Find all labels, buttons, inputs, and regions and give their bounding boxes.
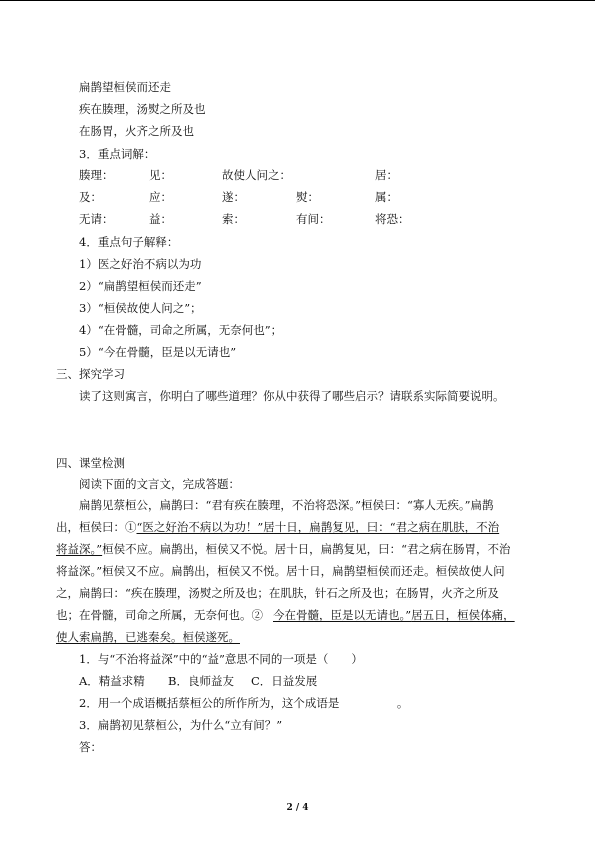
underlined-sentence-1-end: 将益深。” — [56, 542, 103, 556]
keyword-cell: 见： — [149, 168, 172, 182]
sentence-item: 2）“扁鹊望桓侯而还走” — [79, 279, 202, 293]
passage-text: 出，桓侯曰：① — [56, 520, 137, 534]
keyword-cell: 无请： — [79, 212, 114, 226]
keyword-cell: 有间： — [296, 212, 331, 226]
passage-line: 使人索扁鹊，已逃秦矣。桓侯遂死。 — [56, 630, 240, 644]
sentence-item: 3）“桓侯故使人问之”； — [79, 301, 202, 315]
keywords-heading: 3．重点词解： — [79, 147, 156, 161]
answer-label: 答： — [79, 740, 102, 754]
sentence-item: 1）医之好治不病以为功 — [79, 257, 202, 271]
review-line-2: 疾在腠理，汤熨之所及也 — [79, 102, 206, 116]
passage-text: 也；在骨髓，司命之所属，无奈何也。② — [56, 608, 263, 622]
question-1: 1．与“不治将益深”中的“益”意思不同的一项是（ ） — [79, 652, 363, 666]
underlined-sentence-1: “医之好治不病以为功！”居十日，扁鹊复见，曰：“君之病在肌肤，不治 — [136, 520, 500, 534]
keyword-cell: 居： — [375, 168, 398, 182]
page-number: 2 / 4 — [286, 803, 309, 813]
sentence-item: 5）“今在骨髓，臣是以无请也” — [79, 345, 237, 359]
keyword-cell: 属： — [375, 190, 398, 204]
keyword-cell: 遂： — [222, 190, 245, 204]
check-instruction: 阅读下面的文言文，完成答题： — [79, 477, 240, 491]
sentence-item: 4）“在骨髓，司命之所属，无奈何也”； — [79, 323, 283, 337]
keyword-cell: 熨： — [296, 190, 319, 204]
passage-line: 扁鹊见蔡桓公，扁鹊曰：“君有疾在腠理，不治将恐深。”桓侯曰：“寡人无疾。”扁鹊 — [79, 498, 494, 512]
passage-line — [56, 542, 511, 556]
keyword-cell: 腠理： — [79, 168, 114, 182]
top-rule — [0, 0, 595, 1]
explore-prompt: 读了这则寓言，你明白了哪些道理？你从中获得了哪些启示？请联系实际简要说明。 — [79, 389, 505, 403]
keyword-cell: 益： — [149, 212, 172, 226]
option-b: B．良师益友 — [168, 674, 234, 688]
option-a: A．精益求精 — [79, 674, 145, 688]
option-c: C．日益发展 — [251, 674, 318, 688]
review-line-3: 在肠胃，火齐之所及也 — [79, 124, 194, 138]
passage-line: 将益深。”桓侯又不应。扁鹊出，桓侯又不悦。居十日，扁鹊望桓侯而还走。桓侯故使人问 — [56, 564, 505, 578]
check-heading: 四、课堂检测 — [56, 456, 125, 470]
keyword-cell: 应： — [149, 190, 172, 204]
question-2: 2．用一个成语概括蔡桓公的所作所为，这个成语是 。 — [79, 696, 409, 710]
sentences-heading: 4．重点句子解释： — [79, 235, 179, 249]
keyword-cell: 索： — [222, 212, 245, 226]
passage-text: 桓侯不应。扁鹊出，桓侯又不悦。居十日，扁鹊复见，曰：“君之病在肠胃，不治 — [102, 542, 511, 556]
explore-heading: 三、探究学习 — [56, 367, 125, 381]
passage-line — [56, 520, 499, 534]
passage-line: 之，扁鹊曰：“疾在腠理，汤熨之所及也；在肌肤，针石之所及也；在肠胃，火齐之所及 — [56, 586, 499, 600]
review-line-1: 扁鹊望桓侯而还走 — [79, 80, 171, 94]
keyword-cell: 将恐： — [375, 212, 410, 226]
keyword-cell: 故使人问之： — [222, 168, 291, 182]
underlined-sentence-2-tail: 居五日，桓侯体痛， — [411, 608, 515, 622]
passage-line — [56, 608, 515, 622]
underlined-sentence-2: 今在骨髓，臣是以无请也。” — [273, 608, 412, 622]
question-3: 3．扁鹊初见蔡桓公，为什么“立有间？” — [79, 718, 283, 732]
keyword-cell: 及： — [79, 190, 102, 204]
